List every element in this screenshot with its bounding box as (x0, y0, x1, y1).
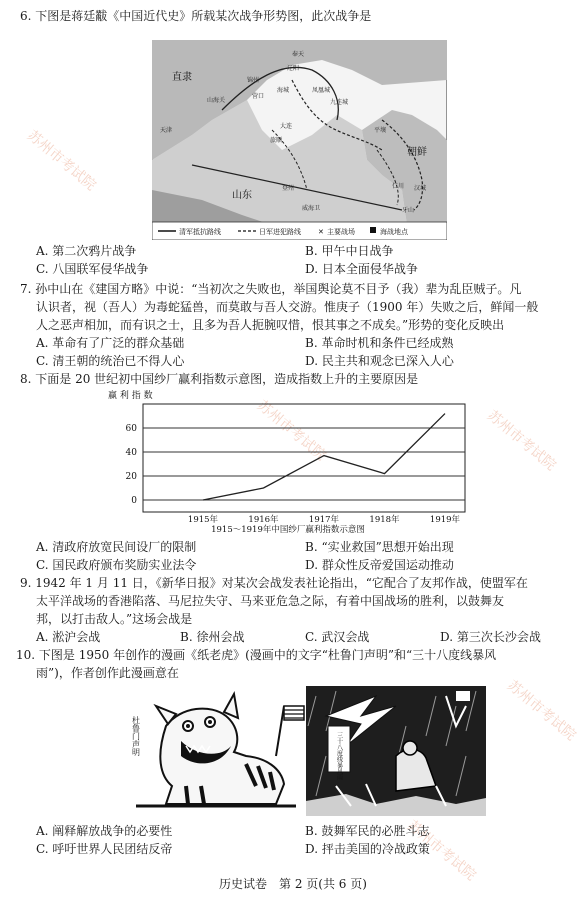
map-place: 营口 (252, 93, 265, 100)
q6-stem: 6. 下图是蒋廷黻《中国近代史》所载某次战争形势图，此次战争是 (20, 9, 372, 23)
svg-text:✕: ✕ (318, 228, 324, 236)
q8-option-a: A. 清政府放宽民间设厂的限制 (36, 540, 197, 554)
storm-cartoon (306, 686, 486, 816)
chart-ylabel: 赢 利 指 数 (108, 391, 153, 401)
chart-title: 1915～1919年中国纱厂赢利指数示意图 (211, 525, 365, 535)
q9-line-1: 9. 1942 年 1 月 11 日，《新华日报》对某次会战发表社论指出，“它配合了友邦作战，使盟军在 (20, 576, 528, 590)
cartoon2-text: 三十八度线暴风雨 (335, 732, 343, 780)
q9-line-3: 邦，以打击敌人。”这场会战是 (36, 612, 193, 626)
chart-xtick-label: 1915年 (187, 515, 219, 525)
profit-index-chart (103, 386, 473, 536)
map-place: 汉城 (414, 185, 427, 192)
paper-tiger-cartoon (126, 686, 308, 816)
legend-naval-battle: 海战地点 (380, 228, 408, 236)
chart-xtick-label: 1917年 (308, 515, 340, 525)
q7-line-1: 7. 孙中山在《建国方略》中说：“当初次之失败也，举国舆论莫不目予（我）辈为乱臣贼子。凡 (20, 282, 522, 296)
q10-option-a: A. 阐释解放战争的必要性 (36, 824, 173, 838)
map-region-shandong: 山东 (232, 190, 252, 201)
q10-option-d: D. 抨击美国的冷战政策 (305, 842, 430, 856)
map-place: 大连 (280, 123, 293, 130)
chart-ytick-label: 60 (125, 424, 137, 434)
q8-option-c: C. 国民政府颁布奖励实业法令 (36, 558, 197, 572)
map-place: 旅顺 (270, 137, 283, 144)
chart-ytick-label: 20 (125, 472, 137, 482)
q8-option-b: B. “实业救国”思想开始出现 (305, 540, 454, 554)
map-place: 辽阳 (287, 65, 300, 72)
map-place: 奉天 (292, 51, 305, 58)
q10-line-2: 雨”)，作者创作此漫画意在 (36, 666, 179, 680)
q9-option-d: D. 第三次长沙会战 (440, 630, 541, 644)
q8-stem: 8. 下面是 20 世纪初中国纱厂赢利指数示意图，造成指数上升的主要原因是 (20, 372, 419, 386)
map-place: 登州 (282, 185, 295, 192)
chart-ytick-label: 40 (125, 448, 137, 458)
q10-option-c: C. 呼吁世界人民团结反帝 (36, 842, 173, 856)
chart-series-line (203, 414, 445, 500)
map-place: 仁川 (392, 183, 405, 190)
q8-option-d: D. 群众性反帝爱国运动推动 (305, 558, 454, 572)
map-place: 平壤 (374, 127, 387, 134)
page-footer: 历史试卷 第 2 页(共 6 页) (219, 877, 367, 891)
map-region-korea: 朝鲜 (407, 147, 427, 158)
q10-option-b: B. 鼓舞军民的必胜斗志 (305, 824, 430, 838)
chart-ytick-label: 0 (131, 496, 137, 506)
q9-option-b: B. 徐州会战 (180, 630, 245, 644)
watermark: 苏州市考试院 (24, 127, 99, 194)
war-situation-map (152, 40, 447, 240)
chart-xtick-label: 1918年 (369, 515, 400, 525)
map-place: 天津 (160, 127, 173, 134)
q6-option-a: A. 第二次鸦片战争 (36, 244, 137, 258)
watermark: 苏州市考试院 (404, 817, 479, 884)
legend-battlefield: 主要战场 (327, 228, 355, 236)
q6-option-d: D. 日本全面侵华战争 (305, 262, 418, 276)
legend-qing-route: 清军抵抗路线 (179, 228, 221, 236)
watermark: 苏州市考试院 (484, 407, 559, 474)
chart-xtick-label: 1919年 (429, 515, 461, 525)
map-place: 凤凰城 (312, 87, 331, 94)
map-place: 牙山 (402, 207, 415, 214)
q7-option-a: A. 革命有了广泛的群众基础 (36, 336, 185, 350)
q7-line-2: 认识者，视（吾人）为毒蛇猛兽，而莫敢与吾人交游。惟庚子（1900 年）失败之后，鲜闻一般 (36, 300, 539, 314)
map-place: 威海卫 (302, 205, 321, 212)
map-place: 锦州 (247, 77, 260, 84)
q9-option-a: A. 淞沪会战 (36, 630, 101, 644)
cartoon1-text: 杜鲁门声明 (131, 716, 141, 756)
watermark: 苏州市考试院 (504, 677, 579, 744)
q7-option-b: B. 革命时机和条件已经成熟 (305, 336, 454, 350)
map-place: 海城 (277, 87, 290, 94)
q9-line-2: 太平洋战场的香港陷落、马尼拉失守、马来亚危急之际，有着中国战场的胜利，以鼓舞友 (36, 594, 505, 608)
chart-frame (143, 404, 465, 512)
q9-option-c: C. 武汉会战 (305, 630, 370, 644)
q7-line-3: 人之恶声相加，而有识之士，且多为吾人扼腕叹惜，恨其事之不成矣。”形势的变化反映出 (36, 318, 505, 332)
legend-japan-route: 日军进犯路线 (259, 228, 301, 236)
q6-option-b: B. 甲午中日战争 (305, 244, 394, 258)
chart-xtick-label: 1916年 (248, 515, 279, 525)
map-place: 山海关 (207, 97, 226, 104)
q7-option-d: D. 民主共和观念已深入人心 (305, 354, 454, 368)
watermark: 苏州市考试院 (254, 397, 329, 464)
map-place: 九连城 (330, 99, 349, 106)
q10-line-1: 10. 下图是 1950 年创作的漫画《纸老虎》(漫画中的文字“杜鲁门声明”和“三十八度线暴风 (16, 648, 497, 662)
map-region-zhili: 直隶 (172, 72, 192, 83)
q7-option-c: C. 清王朝的统治已不得人心 (36, 354, 185, 368)
q6-option-c: C. 八国联军侵华战争 (36, 262, 149, 276)
